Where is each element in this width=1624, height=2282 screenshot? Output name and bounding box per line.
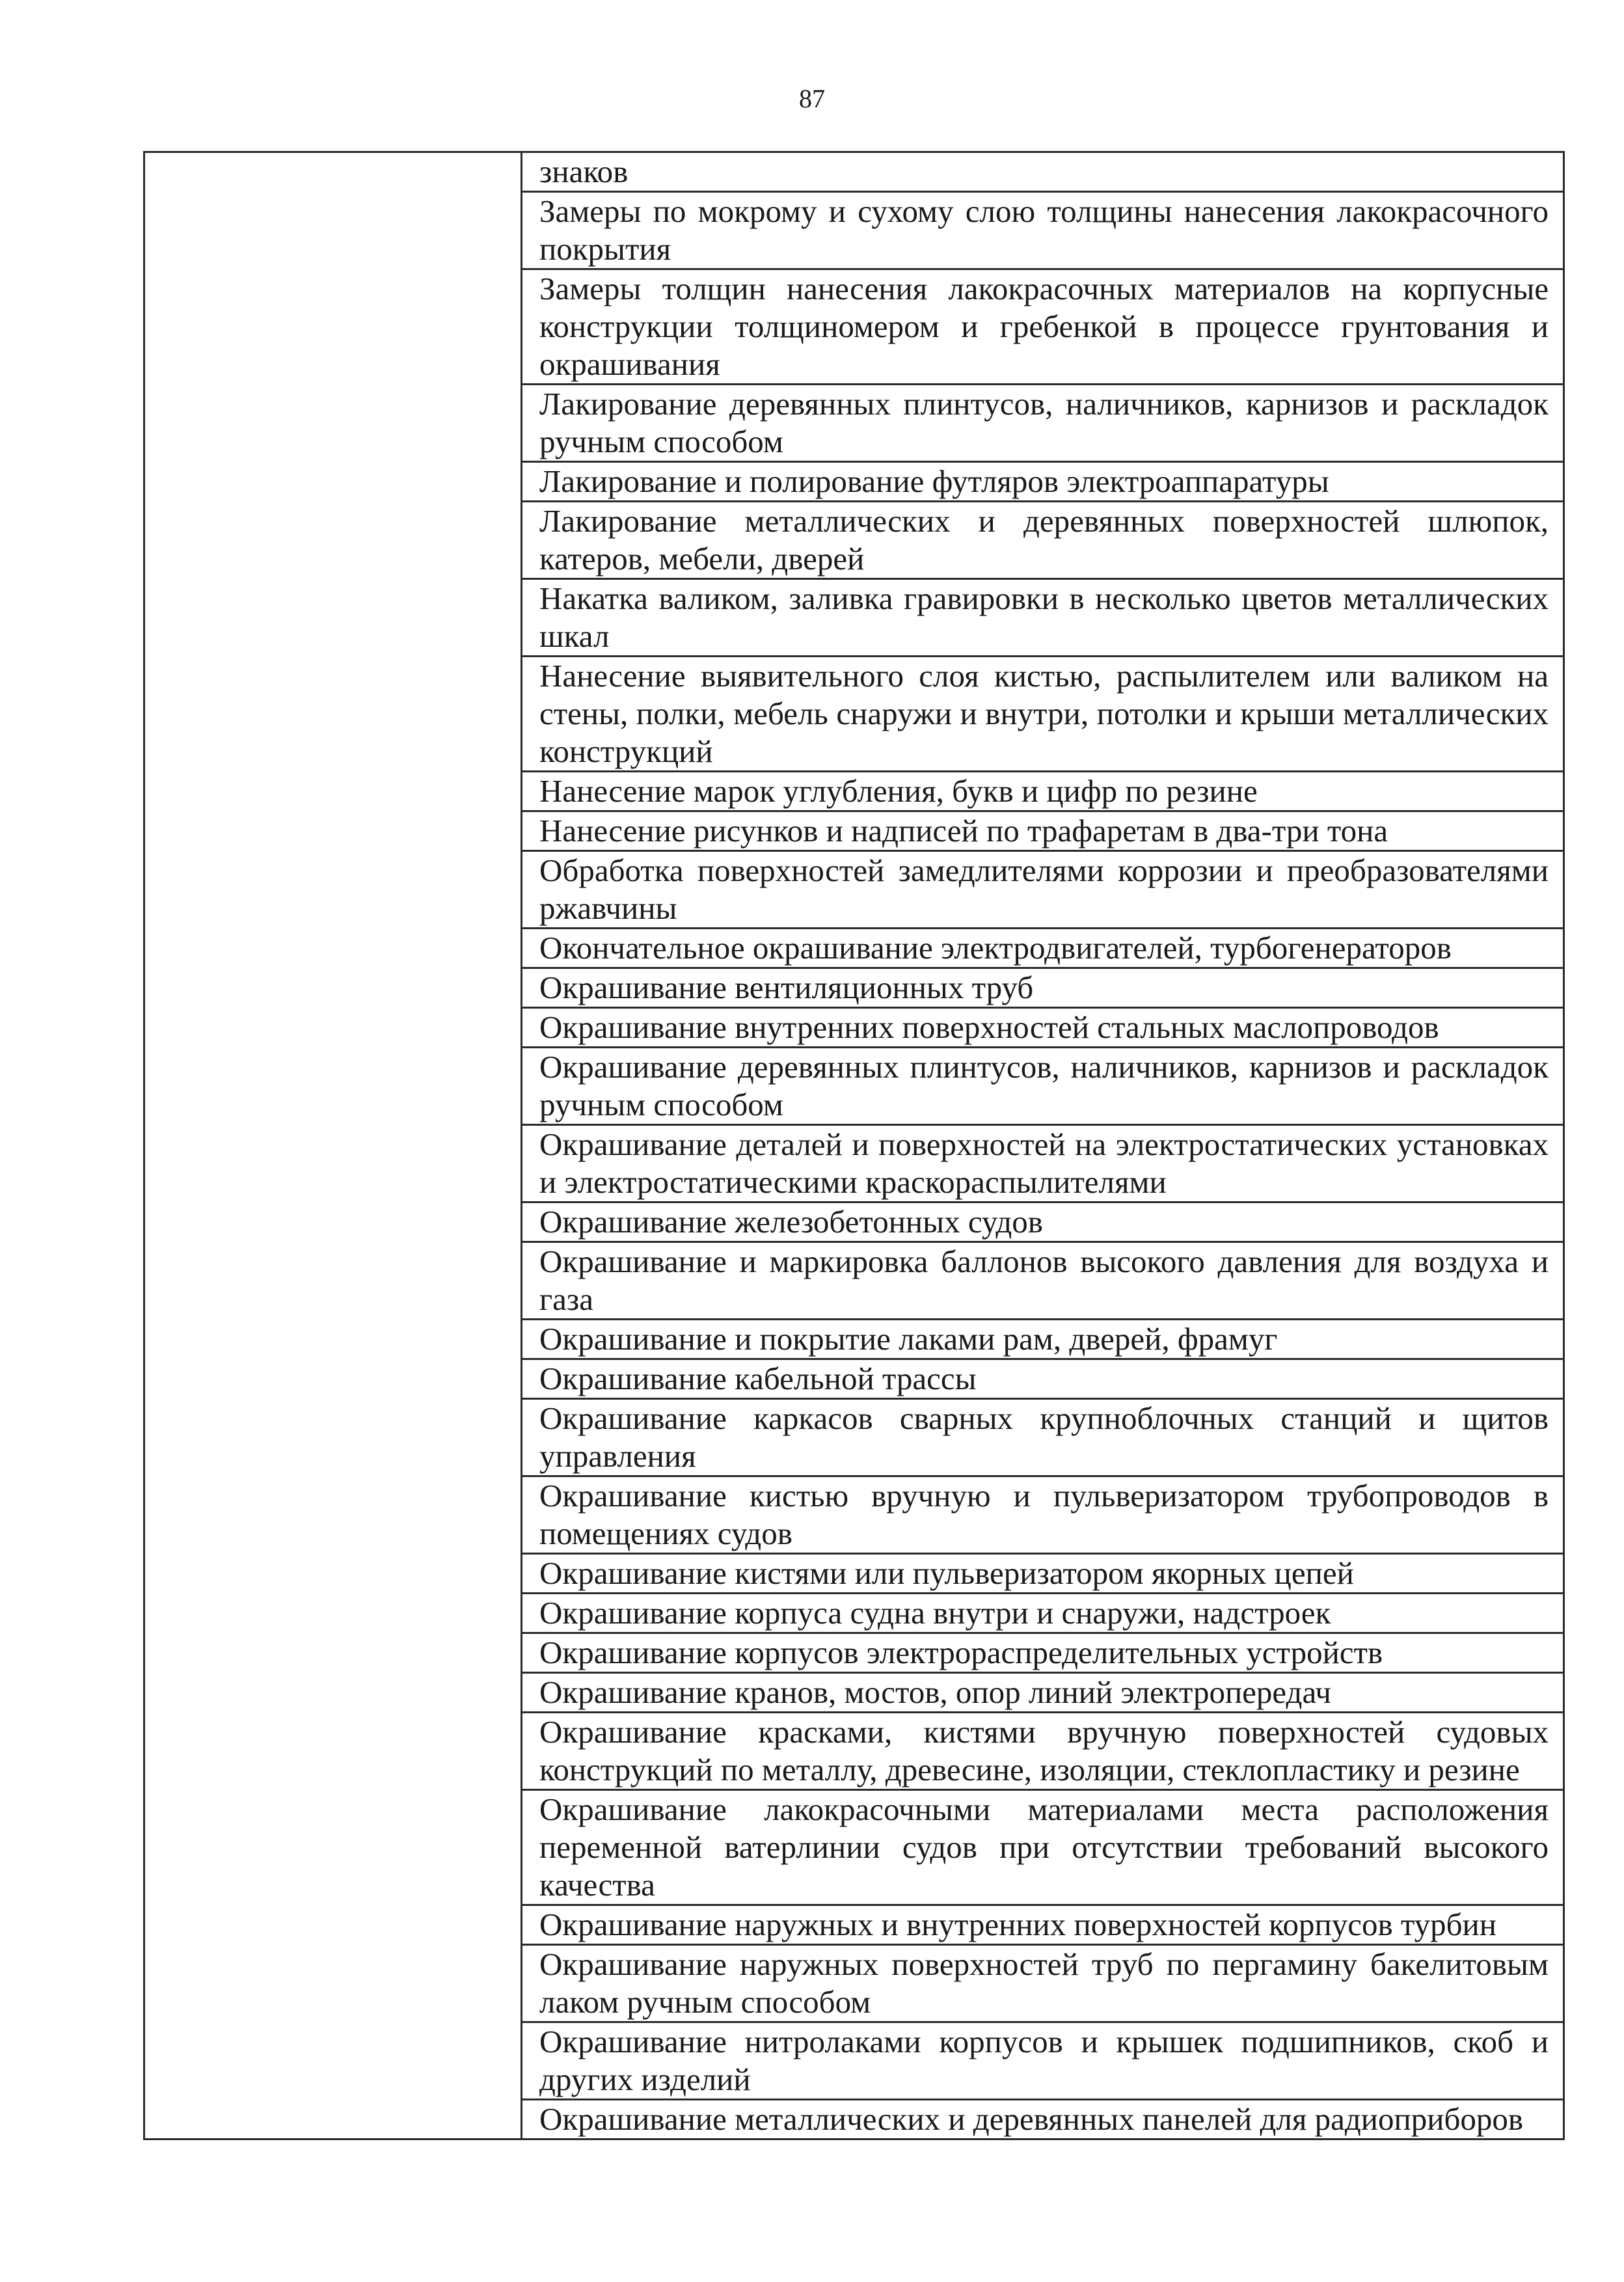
table-cell bbox=[522, 1202, 1564, 1242]
table-cell bbox=[522, 579, 1564, 657]
table-cell bbox=[522, 1242, 1564, 1320]
table-cell bbox=[522, 929, 1564, 968]
work-item-text: Обработка поверхностей замедлителями коррозии и преобразователями ржавчины bbox=[539, 852, 1549, 926]
page-number: 87 bbox=[799, 84, 825, 113]
work-item-text: Окрашивание кабельной трассы bbox=[539, 1361, 977, 1396]
table-cell bbox=[522, 1790, 1564, 1905]
work-item-text: Окрашивание наружных поверхностей труб по пергамину бакелитовым лаком ручным способом bbox=[539, 1946, 1549, 2020]
table-cell bbox=[522, 2022, 1564, 2100]
table-cell bbox=[522, 1713, 1564, 1790]
work-item-text: Окрашивание железобетонных судов bbox=[539, 1204, 1043, 1240]
work-item-text: Лакирование и полирование футляров электроаппаратуры bbox=[539, 463, 1329, 499]
work-item-text: Нанесение марок углубления, букв и цифр по резине bbox=[539, 773, 1258, 809]
works-table bbox=[143, 151, 1565, 2140]
table-cell bbox=[522, 1594, 1564, 1633]
work-item-text: Окрашивание красками, кистями вручную поверхностей судовых конструкций по металлу, древесине, изоляции, стеклопластику и резине bbox=[539, 1714, 1549, 1787]
work-item-text: Окрашивание и покрытие лаками рам, дверей, фрамуг bbox=[539, 1321, 1278, 1357]
work-item-text: Окрашивание металлических и деревянных панелей для радиоприборов bbox=[539, 2101, 1524, 2137]
work-item-text: Окрашивание каркасов сварных крупноблочных станций и щитов управления bbox=[539, 1400, 1549, 1474]
table-cell bbox=[522, 502, 1564, 579]
table-cell bbox=[522, 1359, 1564, 1399]
work-item-text: Окрашивание и маркировка баллонов высокого давления для воздуха и газа bbox=[539, 1243, 1549, 1317]
work-item-text: Окрашивание лакокрасочными материалами места расположения переменной ватерлинии судов при отсутствии требований высокого качества bbox=[539, 1791, 1549, 1903]
work-item-text: Лакирование металлических и деревянных поверхностей шлюпок, катеров, мебели, дверей bbox=[539, 503, 1549, 577]
table-cell bbox=[522, 657, 1564, 772]
work-item-text: Замеры по мокрому и сухому слою толщины нанесения лакокрасочного покрытия bbox=[539, 193, 1549, 267]
table-cell bbox=[522, 192, 1564, 269]
work-item-text: Окрашивание деталей и поверхностей на электростатических установках и электростатическими краскораспылителями bbox=[539, 1126, 1549, 1200]
table-cell bbox=[522, 385, 1564, 462]
table-cell bbox=[522, 1633, 1564, 1673]
work-item-text: Нанесение выявительного слоя кистью, распылителем или валиком на стены, полки, мебель снаружи и внутри, потолки и крыши металлических конструкций bbox=[539, 658, 1549, 769]
work-item-text: Окрашивание корпусов электрораспределительных устройств bbox=[539, 1635, 1383, 1670]
table-cell bbox=[522, 1905, 1564, 1945]
work-item-text: Окончательное окрашивание электродвигателей, турбогенераторов bbox=[539, 930, 1452, 966]
works-table-body bbox=[144, 152, 1564, 2139]
table-cell bbox=[522, 1673, 1564, 1713]
table-cell bbox=[522, 772, 1564, 811]
table-cell bbox=[522, 1554, 1564, 1594]
table-cell bbox=[522, 1048, 1564, 1125]
work-item-text: Нанесение рисунков и надписей по трафаретам в два-три тона bbox=[539, 813, 1388, 849]
table-cell bbox=[522, 152, 1564, 192]
table-cell bbox=[522, 811, 1564, 851]
work-item-text: Окрашивание внутренних поверхностей стальных маслопроводов bbox=[539, 1009, 1439, 1045]
work-item-text: Окрашивание кранов, мостов, опор линий электропередач bbox=[539, 1674, 1331, 1710]
table-cell bbox=[522, 269, 1564, 385]
work-item-text: Окрашивание деревянных плинтусов, наличников, карнизов и раскладок ручным способом bbox=[539, 1049, 1549, 1122]
table-cell bbox=[522, 1125, 1564, 1202]
table-cell bbox=[522, 1008, 1564, 1048]
table-cell bbox=[522, 1320, 1564, 1359]
work-item-text: Лакирование деревянных плинтусов, наличников, карнизов и раскладок ручным способом bbox=[539, 386, 1549, 459]
table-cell bbox=[522, 1399, 1564, 1476]
work-item-text: Замеры толщин нанесения лакокрасочных материалов на корпусные конструкции толщиномером и гребенкой в процессе грунтования и окрашивания bbox=[539, 271, 1549, 382]
table-cell bbox=[522, 968, 1564, 1008]
work-item-text: знаков bbox=[539, 154, 629, 189]
work-item-text: Накатка валиком, заливка гравировки в несколько цветов металлических шкал bbox=[539, 580, 1549, 654]
work-item-text: Окрашивание кистями или пульверизатором якорных цепей bbox=[539, 1555, 1354, 1591]
table-cell bbox=[522, 462, 1564, 502]
work-item-text: Окрашивание вентиляционных труб bbox=[539, 970, 1034, 1005]
work-item-text: Окрашивание наружных и внутренних поверхностей корпусов турбин bbox=[539, 1907, 1496, 1942]
table-cell bbox=[522, 2100, 1564, 2139]
table-row bbox=[144, 152, 1564, 192]
work-item-text: Окрашивание корпуса судна внутри и снаружи, надстроек bbox=[539, 1595, 1331, 1631]
table-cell bbox=[522, 851, 1564, 929]
table-cell bbox=[522, 1476, 1564, 1554]
work-item-text: Окрашивание нитролаками корпусов и крышек подшипников, скоб и других изделий bbox=[539, 2024, 1549, 2097]
table-cell bbox=[522, 1945, 1564, 2022]
left-empty-cell bbox=[144, 152, 522, 2139]
work-item-text: Окрашивание кистью вручную и пульверизатором трубопроводов в помещениях судов bbox=[539, 1478, 1549, 1551]
